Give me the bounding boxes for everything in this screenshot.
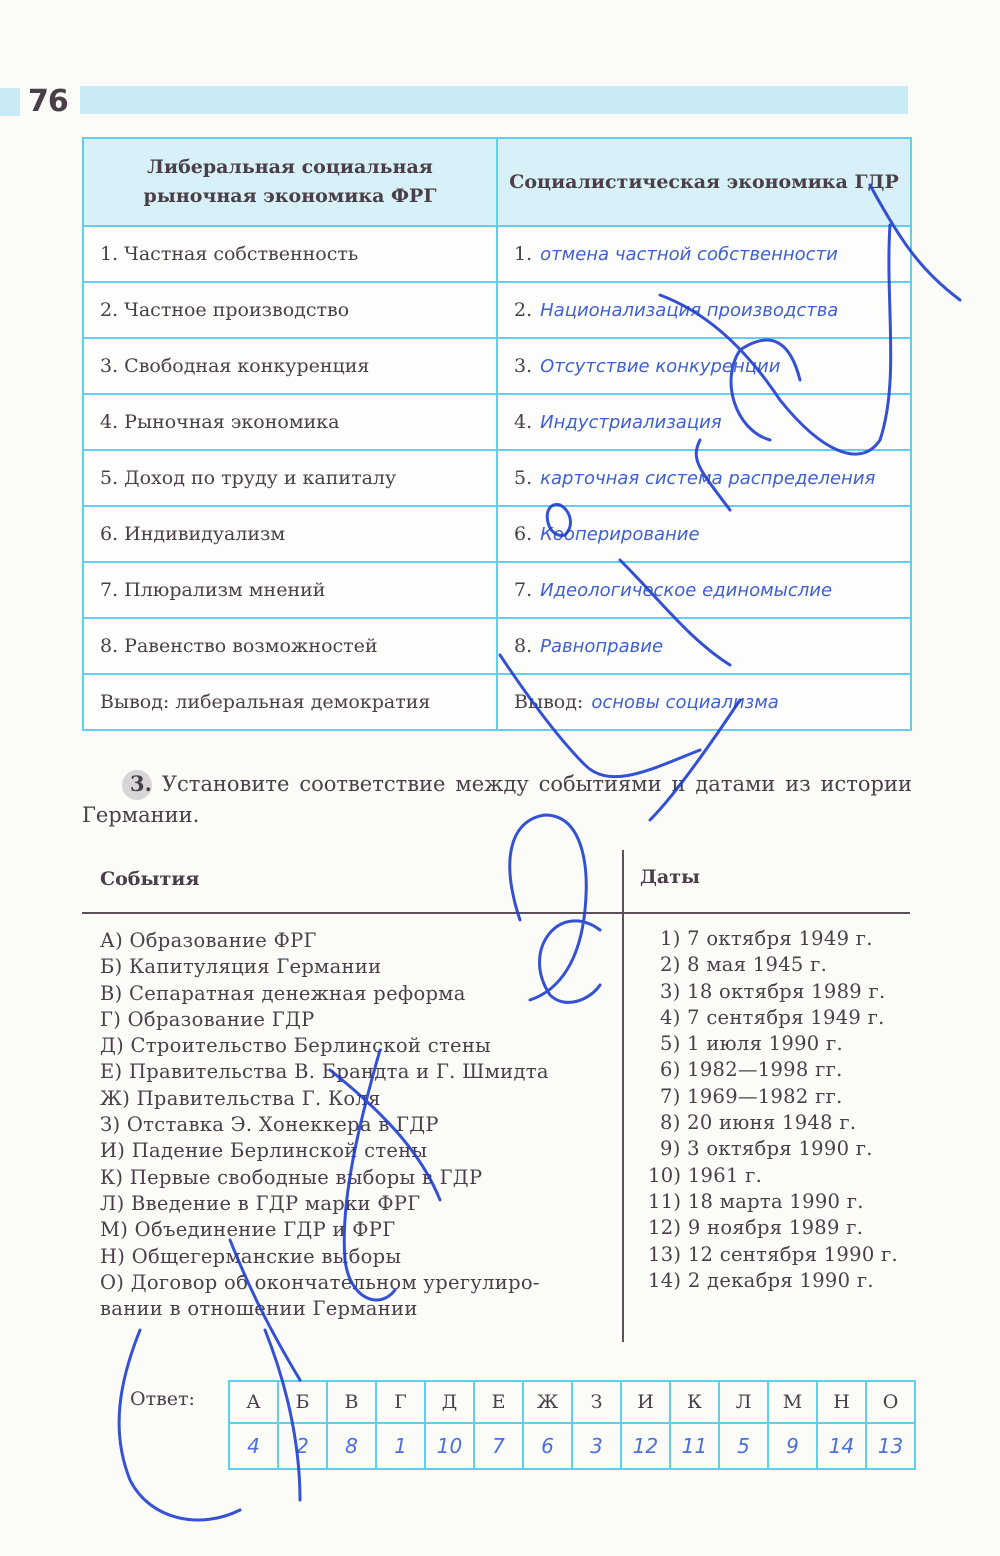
- answer-letter: Л: [719, 1381, 768, 1423]
- list-item: Г) Образование ГДР: [100, 1007, 315, 1031]
- list-item: 1) 7 октября 1949 г.: [660, 927, 873, 950]
- list-item: К) Первые свободные выборы в ГДР: [100, 1165, 483, 1189]
- row-number: 7.: [514, 579, 533, 601]
- frg-cell: 2. Частное производство: [83, 282, 497, 338]
- list-item: А) Образование ФРГ: [100, 929, 317, 952]
- gdr-cell[interactable]: [497, 226, 911, 282]
- answer-letter: И: [621, 1381, 670, 1423]
- task-3-prompt: [82, 768, 912, 831]
- frg-cell: 1. Частная собственность: [83, 226, 497, 282]
- gdr-cell[interactable]: [497, 282, 911, 338]
- handwritten-answer: отмена частной собственности: [540, 243, 838, 265]
- frg-cell: 4. Рыночная экономика: [83, 394, 497, 450]
- events-list: [100, 928, 620, 1322]
- page-number: 76: [28, 84, 68, 119]
- list-item: М) Объединение ГДР и ФРГ: [100, 1218, 396, 1242]
- row-number: 3.: [514, 355, 533, 377]
- answer-cell[interactable]: 12: [621, 1423, 670, 1469]
- list-item: 5) 1 июля 1990 г.: [660, 1032, 844, 1056]
- frg-cell: 5. Доход по труду и капиталу: [83, 450, 497, 506]
- row-number: 6.: [514, 523, 533, 545]
- table-row: [83, 506, 911, 562]
- list-item: 11) 18 марта 1990 г.: [648, 1189, 864, 1213]
- list-item: Ж) Правительства Г. Коля: [100, 1086, 381, 1110]
- list-item: 4) 7 сентября 1949 г.: [660, 1005, 885, 1029]
- gdr-cell[interactable]: [497, 562, 911, 618]
- answer-letter: Г: [376, 1381, 425, 1423]
- conclusion-label: Вывод:: [514, 691, 584, 713]
- list-item: Л) Введение в ГДР марки ФРГ: [100, 1191, 421, 1215]
- task-number: 3.: [130, 768, 152, 799]
- answer-cell[interactable]: 7: [474, 1423, 523, 1469]
- frg-cell: 6. Индивидуализм: [83, 506, 497, 562]
- list-item: 12) 9 ноября 1989 г.: [648, 1216, 864, 1240]
- list-item: Е) Правительства В. Брандта и Г. Шмидта: [100, 1060, 549, 1084]
- task-text: Установите соответствие между событиями и датами из истории Германии.: [82, 772, 912, 827]
- table-header-row: [83, 138, 911, 226]
- list-item: З) Отставка Э. Хонеккера в ГДР: [100, 1113, 439, 1137]
- list-item: Д) Строительство Берлинской стены: [100, 1034, 491, 1058]
- table-row: [83, 618, 911, 674]
- header-band-left: [0, 88, 20, 116]
- list-item: 2) 8 мая 1945 г.: [660, 953, 828, 977]
- answer-cell[interactable]: 5: [719, 1423, 768, 1469]
- answer-cell[interactable]: 14: [817, 1423, 866, 1469]
- answer-cell[interactable]: 11: [670, 1423, 719, 1469]
- answer-cell[interactable]: 1: [376, 1423, 425, 1469]
- answer-letters-row: [229, 1381, 915, 1423]
- dates-list: [648, 926, 918, 1294]
- answer-letter: В: [327, 1381, 376, 1423]
- gdr-cell[interactable]: [497, 450, 911, 506]
- header-gdr-economy: Социалистическая экономика ГДР: [497, 138, 911, 226]
- table-row: [83, 282, 911, 338]
- handwritten-answer: Национализация производства: [540, 299, 839, 321]
- table-row: [83, 394, 911, 450]
- table-row: [83, 226, 911, 282]
- answer-cell[interactable]: 6: [523, 1423, 572, 1469]
- answer-letter: Ж: [523, 1381, 572, 1423]
- answer-grid: [228, 1380, 916, 1470]
- list-item: 8) 20 июня 1948 г.: [660, 1111, 857, 1135]
- answer-cell[interactable]: 2: [278, 1423, 327, 1469]
- list-item: 3) 18 октября 1989 г.: [660, 979, 886, 1003]
- handwritten-answer: основы социализма: [591, 691, 779, 713]
- list-item: И) Падение Берлинской стены: [100, 1139, 428, 1163]
- answer-letter: Н: [817, 1381, 866, 1423]
- handwritten-answer: Идеологическое единомыслие: [540, 579, 833, 601]
- handwritten-answer: Кооперирование: [540, 523, 700, 545]
- header-band: [80, 86, 908, 114]
- row-number: 8.: [514, 635, 533, 657]
- row-number: 5.: [514, 467, 533, 489]
- answer-letter: А: [229, 1381, 278, 1423]
- dates-header: Даты: [640, 866, 701, 888]
- list-item: Б) Капитуляция Германии: [100, 955, 382, 979]
- gdr-cell[interactable]: [497, 394, 911, 450]
- handwritten-answer: Равноправие: [540, 635, 664, 657]
- row-number: 2.: [514, 299, 533, 321]
- answer-letter: К: [670, 1381, 719, 1423]
- header-frg-economy: Либеральная социальная рыночная экономика ФРГ: [83, 138, 497, 226]
- list-item: О) Договор об окончательном урегулиро-: [100, 1270, 540, 1294]
- gdr-cell[interactable]: [497, 506, 911, 562]
- list-item: 6) 1982—1998 гг.: [660, 1058, 843, 1082]
- table-row: [83, 450, 911, 506]
- handwritten-answer: карточная система распределения: [540, 467, 876, 489]
- answer-cell[interactable]: 10: [425, 1423, 474, 1469]
- table-row: [83, 562, 911, 618]
- conclusion-row: [83, 674, 911, 730]
- answer-values-row: [229, 1423, 915, 1469]
- answer-cell[interactable]: 3: [572, 1423, 621, 1469]
- table-row: [83, 338, 911, 394]
- answer-cell[interactable]: 13: [866, 1423, 915, 1469]
- frg-cell: 3. Свободная конкуренция: [83, 338, 497, 394]
- answer-letter: О: [866, 1381, 915, 1423]
- row-number: 1.: [514, 243, 533, 265]
- gdr-cell[interactable]: [497, 338, 911, 394]
- list-item: 14) 2 декабря 1990 г.: [648, 1268, 874, 1292]
- answer-letter: М: [768, 1381, 817, 1423]
- answer-cell[interactable]: 4: [229, 1423, 278, 1469]
- list-item: В) Сепаратная денежная реформа: [100, 981, 466, 1005]
- answer-letter: З: [572, 1381, 621, 1423]
- list-item: вании в отношении Германии: [100, 1297, 418, 1321]
- answer-letter: Б: [278, 1381, 327, 1423]
- answer-label: Ответ:: [130, 1388, 195, 1410]
- gdr-conclusion[interactable]: [497, 674, 911, 730]
- gdr-cell[interactable]: [497, 618, 911, 674]
- column-divider: [622, 850, 624, 1342]
- header-divider: [82, 912, 910, 914]
- events-header: События: [100, 868, 200, 890]
- handwritten-answer: Индустриализация: [540, 411, 722, 433]
- frg-cell: 8. Равенство возможностей: [83, 618, 497, 674]
- economy-comparison-table: [82, 137, 912, 731]
- answer-letter: Е: [474, 1381, 523, 1423]
- answer-cell[interactable]: 8: [327, 1423, 376, 1469]
- list-item: 13) 12 сентября 1990 г.: [648, 1242, 899, 1266]
- frg-conclusion: Вывод: либеральная демократия: [83, 674, 497, 730]
- row-number: 4.: [514, 411, 533, 433]
- list-item: 7) 1969—1982 гг.: [660, 1084, 843, 1108]
- handwritten-answer: Отсутствие конкуренции: [540, 355, 781, 377]
- list-item: 9) 3 октября 1990 г.: [660, 1137, 873, 1161]
- answer-cell[interactable]: 9: [768, 1423, 817, 1469]
- list-item: Н) Общегерманские выборы: [100, 1244, 402, 1268]
- list-item: 10) 1961 г.: [648, 1163, 763, 1187]
- frg-cell: 7. Плюрализм мнений: [83, 562, 497, 618]
- answer-letter: Д: [425, 1381, 474, 1423]
